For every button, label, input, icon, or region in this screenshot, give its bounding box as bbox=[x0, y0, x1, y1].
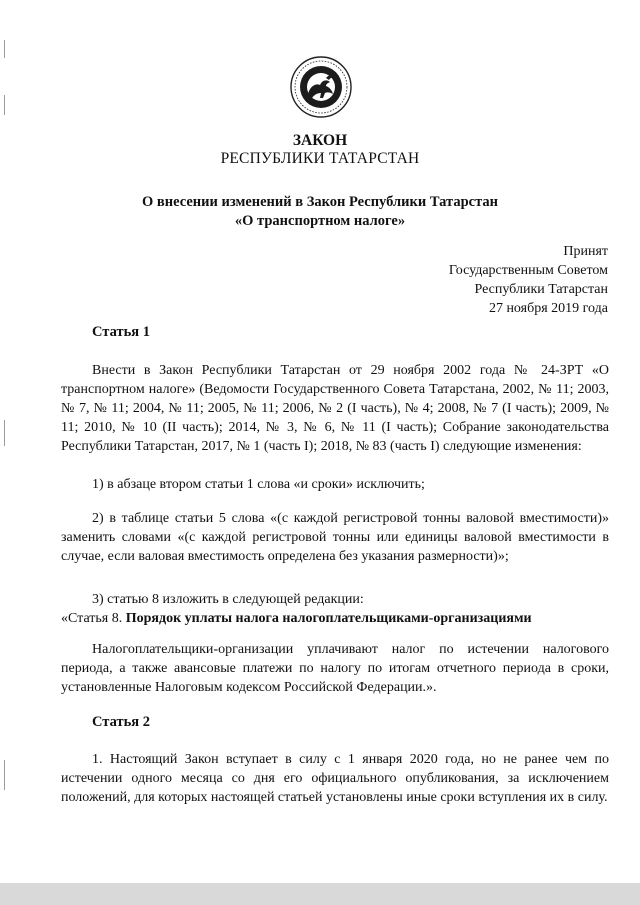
adoption-line: Республики Татарстан bbox=[474, 282, 608, 297]
article2-paragraph1: 1. Настоящий Закон вступает в силу с 1 января 2020 года, но не ранее чем по истечении одного месяца со дня его официального опубликования, за исключением положений, для которых настоящей статьей установлены иные сроки вступления их в силу. bbox=[61, 752, 609, 805]
scan-edge-mark bbox=[4, 95, 5, 115]
article8-title-text: Порядок уплаты налога налогоплательщиками-организациями bbox=[125, 611, 532, 626]
adoption-block bbox=[449, 242, 608, 318]
adoption-line: Принят bbox=[563, 244, 608, 259]
article8-quote-prefix: «Статья 8. bbox=[61, 611, 126, 626]
article8-body: Налогоплательщики-организации уплачивают налог по истечении налогового периода, а также авансовые платежи по налогу по итогам отчетного периода в сроки, установленные Налоговым кодексом Российской Федерации.». bbox=[61, 642, 609, 695]
scan-edge-mark bbox=[4, 760, 5, 790]
document-issuer: РЕСПУБЛИКИ ТАТАРСТАН bbox=[220, 150, 420, 167]
article1-item2: 2) в таблице статьи 5 слова «(с каждой регистровой тонны валовой вместимости)» заменить словами «(с каждой регистровой тонны или единицы валовой вместимости в случае, если валовая вместимость определена без указания размерности)»; bbox=[61, 511, 609, 564]
document-type: ЗАКОН bbox=[292, 132, 348, 149]
adoption-date: 27 ноября 2019 года bbox=[488, 301, 608, 316]
article1-item1: 1) в абзаце втором статьи 1 слова «и сроки» исключить; bbox=[92, 477, 425, 492]
article1-intro: Внести в Закон Республики Татарстан от 29 ноября 2002 года № 24-ЗРТ «О транспортном налоге» (Ведомости Государственного Совета Татарстана, 2002, № 11; 2003, № 7, № 11; 2004, № 11; 2005, № 11; 2006, № 2 (I часть), № 4; 2008, № 7 (I часть); 2009, № 11; 2010, № 10 (II часть); 2014, № 3, № 6, № 11 (I часть); Собрание законодательства Республики Татарстан, 2017, № 1 (часть I); 2018, № 83 (часть I) следующие изменения: bbox=[61, 363, 609, 454]
scan-edge-mark bbox=[4, 40, 5, 58]
article2-title: Статья 2 bbox=[92, 714, 150, 730]
law-heading-line1: О внесении изменений в Закон Республики Татарстан bbox=[142, 194, 498, 210]
article8-quote-title bbox=[61, 609, 609, 628]
adoption-line: Государственным Советом bbox=[448, 263, 608, 278]
scan-bottom-edge bbox=[0, 883, 640, 905]
article1-title: Статья 1 bbox=[92, 324, 150, 340]
scan-edge-mark bbox=[4, 420, 5, 446]
article1-item3: 3) статью 8 изложить в следующей редакции: bbox=[92, 592, 364, 607]
coat-of-arms-emblem-icon bbox=[290, 56, 352, 118]
law-heading-line2: «О транспортном налоге» bbox=[234, 213, 406, 229]
